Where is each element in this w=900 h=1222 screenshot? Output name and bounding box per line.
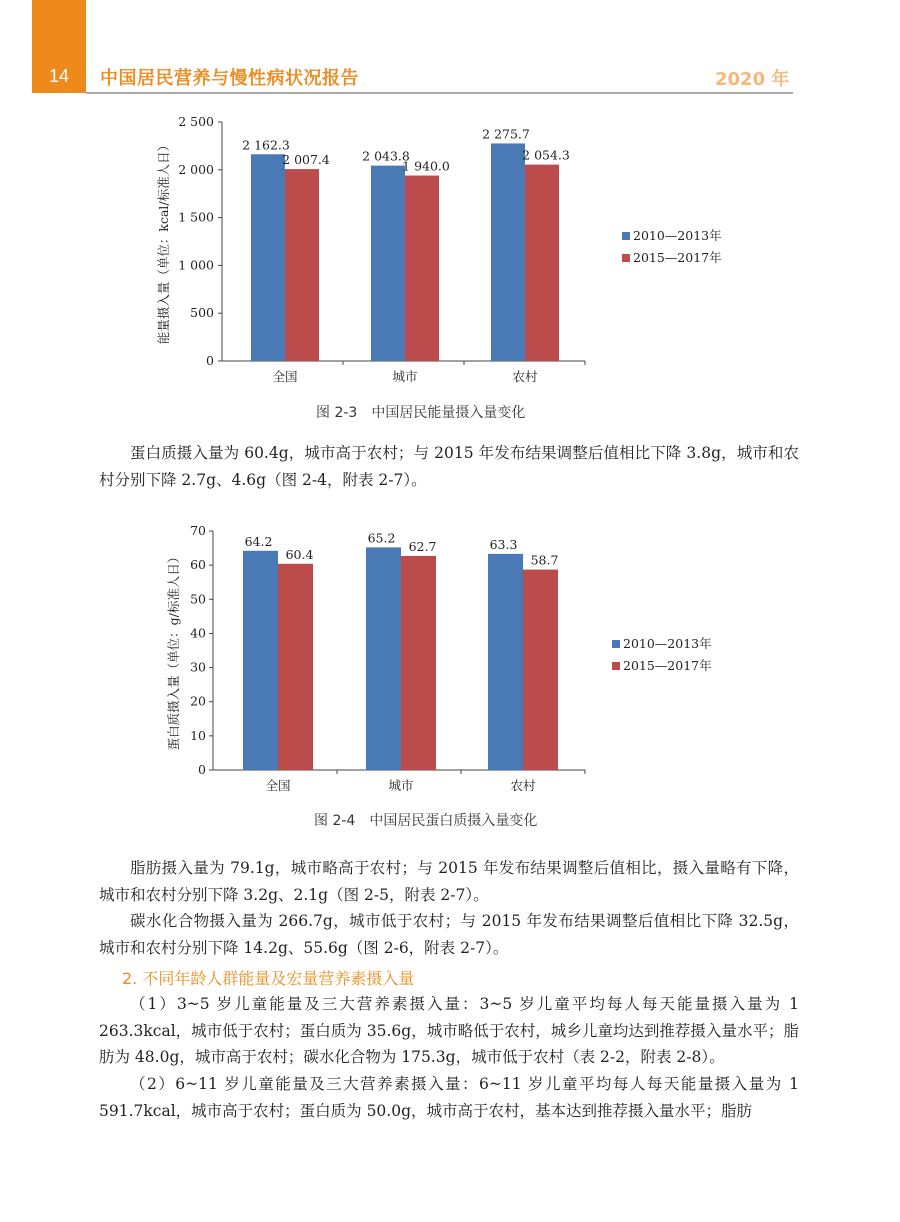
category-label: 城市 — [392, 369, 418, 384]
y-axis-label: 蛋白质摄入量（单位：g/标准人日） — [166, 550, 181, 751]
y-axis-label: 能量摄入量（单位：kcal/标准人日） — [156, 138, 171, 345]
section-heading: 2. 不同年龄人群能量及宏量营养素摄入量 — [122, 969, 415, 988]
y-tick-label: 1 500 — [178, 209, 214, 225]
y-tick-label: 2 500 — [178, 114, 214, 129]
legend-label: 2015—2017年 — [623, 658, 712, 673]
figure-caption: 图 2-3 中国居民能量摄入量变化 — [316, 405, 526, 421]
category-label: 全国 — [272, 369, 298, 384]
legend-swatch — [612, 662, 620, 670]
legend-label: 2015—2017年 — [633, 250, 722, 265]
category-label: 农村 — [510, 778, 536, 793]
category-label: 全国 — [265, 778, 291, 793]
age-3-5-paragraph — [99, 991, 799, 1071]
bar-red — [278, 564, 313, 770]
bar-blue — [488, 554, 523, 770]
paragraph-text: 脂肪摄入量为 79.1g，城市略高于农村；与 2015 年发布结果调整后值相比，摄入量略有下降，城市和农村分别下降 3.2g、2.1g（图 2-5，附表 2-7）。 — [99, 859, 799, 904]
bar-value-label: 63.3 — [489, 536, 518, 552]
bar-value-label: 2 007.4 — [282, 152, 330, 168]
carb-paragraph — [99, 908, 799, 961]
page-number: 14 — [48, 66, 70, 86]
y-tick-label: 2 000 — [178, 161, 214, 177]
bar-blue — [366, 547, 401, 770]
bar-red — [401, 556, 436, 770]
bar-value-label: 58.7 — [530, 552, 559, 568]
bar-blue — [243, 551, 278, 770]
y-tick-label: 40 — [190, 625, 206, 641]
running-title: 中国居民营养与慢性病状况报告 — [100, 68, 359, 89]
bar-value-label: 2 162.3 — [242, 137, 290, 153]
y-tick-label: 1 000 — [178, 257, 214, 273]
category-label: 城市 — [388, 778, 414, 793]
paragraph-text: 蛋白质摄入量为 60.4g，城市高于农村；与 2015 年发布结果调整后值相比下降 3.8g，城市和农村分别下降 2.7g、4.6g（图 2-4，附表 2-7）。 — [99, 444, 799, 489]
bar-value-label: 2 275.7 — [482, 126, 530, 142]
y-tick-label: 0 — [206, 353, 214, 368]
bar-value-label: 60.4 — [285, 546, 314, 562]
bar-value-label: 2 054.3 — [522, 147, 570, 163]
y-tick-label: 0 — [198, 762, 206, 777]
legend-swatch — [612, 640, 620, 648]
paragraph-text: （1）3~5 岁儿童能量及三大营养素摄入量：3~5 岁儿童平均每人每天能量摄入量为 1 263.3kcal，城市低于农村；蛋白质为 35.6g，城市略低于农村，城乡儿童均达到推荐摄入量水平；脂肪为 48.0g，城市高于农村；碳水化合物为 175.3g，城市低于农村（表 2-2，附表 2-8）。 — [99, 995, 799, 1066]
bar-red — [523, 570, 558, 770]
y-tick-label: 10 — [190, 727, 206, 743]
bar-value-label: 65.2 — [367, 530, 396, 546]
category-label: 农村 — [512, 369, 538, 384]
y-tick-label: 500 — [190, 305, 214, 321]
bar-value-label: 64.2 — [244, 533, 273, 549]
y-tick-label: 50 — [190, 591, 206, 607]
figure-caption: 图 2-4 中国居民蛋白质摄入量变化 — [314, 813, 538, 829]
bar-value-label: 1 940.0 — [402, 158, 450, 174]
bar-value-label: 62.7 — [408, 538, 437, 554]
y-tick-label: 60 — [190, 557, 206, 573]
paragraph-text: 碳水化合物摄入量为 266.7g，城市低于农村；与 2015 年发布结果调整后值相比下降 32.5g，城市和农村分别下降 14.2g、55.6g（图 2-6，附表 2-7）。 — [99, 912, 799, 957]
age-6-11-paragraph — [99, 1071, 799, 1124]
fat-paragraph — [99, 855, 799, 908]
paragraph-text: （2）6~11 岁儿童能量及三大营养素摄入量：6~11 岁儿童平均每人每天能量摄入量为 1 591.7kcal，城市高于农村；蛋白质为 50.0g，城市高于农村，基本达到推荐摄入量水平；脂肪 — [99, 1075, 799, 1120]
legend-label: 2010—2013年 — [623, 636, 712, 651]
running-year: 2020 年 — [715, 69, 790, 90]
y-tick-label: 30 — [190, 659, 206, 675]
y-tick-label: 20 — [190, 693, 206, 709]
y-tick-label: 70 — [190, 523, 206, 538]
legend-label: 2010—2013年 — [633, 228, 722, 243]
bar-value-label: 2 043.8 — [362, 148, 410, 164]
